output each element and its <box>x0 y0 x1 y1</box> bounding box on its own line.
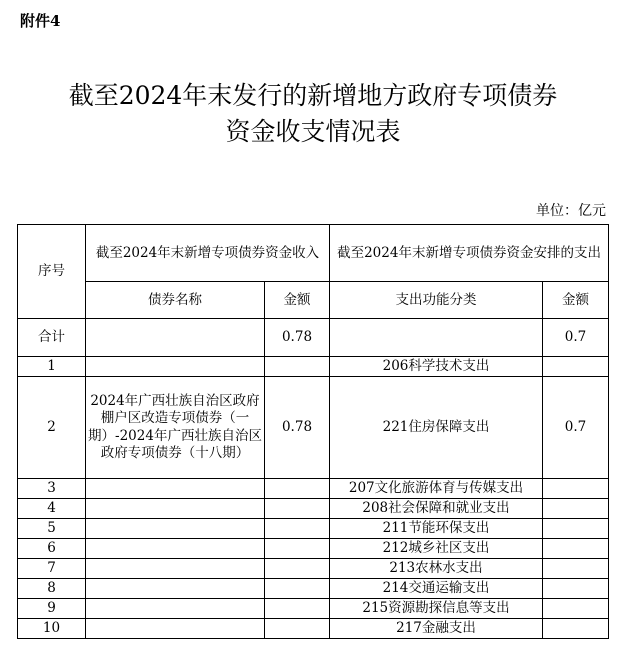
row-category: 221住房保障支出 <box>330 377 543 479</box>
row-category: 215资源勘探信息等支出 <box>330 599 543 619</box>
row-amount-income <box>265 499 330 519</box>
header-amount-expense: 金额 <box>543 282 609 319</box>
row-amount-expense: 0.7 <box>543 377 609 479</box>
row-amount-expense <box>543 499 609 519</box>
title-line-2: 资金收支情况表 <box>225 117 401 146</box>
row-amount-income <box>265 519 330 539</box>
header-function-class: 支出功能分类 <box>330 282 543 319</box>
row-amount-income <box>265 539 330 559</box>
row-seq: 10 <box>18 619 86 639</box>
table-row <box>18 579 609 599</box>
row-category: 211节能环保支出 <box>330 519 543 539</box>
header-row-1 <box>18 225 609 282</box>
row-amount-expense <box>543 579 609 599</box>
row-bond <box>86 357 265 377</box>
row-category: 213农林水支出 <box>330 559 543 579</box>
total-income-amount: 0.78 <box>265 319 330 357</box>
row-amount-income <box>265 599 330 619</box>
row-amount-expense <box>543 599 609 619</box>
row-amount-income <box>265 479 330 499</box>
title-line-1: 截至2024年末发行的新增地方政府专项债券 <box>68 81 558 110</box>
total-label: 合计 <box>18 319 86 357</box>
unit-label: 单位：亿元 <box>536 203 606 219</box>
row-amount-income <box>265 619 330 639</box>
row-seq: 3 <box>18 479 86 499</box>
row-category: 206科学技术支出 <box>330 357 543 377</box>
row-bond <box>86 599 265 619</box>
total-expense-amount: 0.7 <box>543 319 609 357</box>
row-category: 212城乡社区支出 <box>330 539 543 559</box>
row-amount-expense <box>543 619 609 639</box>
table-row <box>18 479 609 499</box>
table-row <box>18 499 609 519</box>
table-row <box>18 559 609 579</box>
row-seq: 9 <box>18 599 86 619</box>
table-row <box>18 357 609 377</box>
page-title <box>0 78 626 150</box>
row-seq: 4 <box>18 499 86 519</box>
row-seq: 8 <box>18 579 86 599</box>
row-category: 208社会保障和就业支出 <box>330 499 543 519</box>
row-category: 207文化旅游体育与传媒支出 <box>330 479 543 499</box>
attachment-label: 附件4 <box>20 12 61 30</box>
row-amount-expense <box>543 559 609 579</box>
row-amount-expense <box>543 519 609 539</box>
row-seq: 2 <box>18 377 86 479</box>
row-bond <box>86 559 265 579</box>
row-seq: 1 <box>18 357 86 377</box>
table-row <box>18 619 609 639</box>
row-bond <box>86 539 265 559</box>
total-bond-cell <box>86 319 265 357</box>
header-row-2 <box>18 282 609 319</box>
row-amount-income <box>265 357 330 377</box>
row-category: 217金融支出 <box>330 619 543 639</box>
row-amount-income: 0.78 <box>265 377 330 479</box>
row-seq: 7 <box>18 559 86 579</box>
header-amount-income: 金额 <box>265 282 330 319</box>
row-seq: 6 <box>18 539 86 559</box>
row-amount-expense <box>543 479 609 499</box>
table-row <box>18 539 609 559</box>
table-row <box>18 377 609 479</box>
total-row <box>18 319 609 357</box>
header-income-group: 截至2024年末新增专项债券资金收入 <box>86 225 330 282</box>
row-seq: 5 <box>18 519 86 539</box>
row-bond <box>86 519 265 539</box>
table-row <box>18 599 609 619</box>
row-amount-income <box>265 559 330 579</box>
row-amount-income <box>265 579 330 599</box>
header-expense-group: 截至2024年末新增专项债券资金安排的支出 <box>330 225 609 282</box>
row-category: 214交通运输支出 <box>330 579 543 599</box>
header-bond-name: 债券名称 <box>86 282 265 319</box>
row-bond <box>86 479 265 499</box>
row-bond: 2024年广西壮族自治区政府棚户区改造专项债券（一期）-2024年广西壮族自治区政府专项债券（十八期） <box>86 377 265 479</box>
bond-fund-table <box>17 224 609 639</box>
row-amount-expense <box>543 357 609 377</box>
row-bond <box>86 579 265 599</box>
total-category-cell <box>330 319 543 357</box>
header-seq: 序号 <box>18 225 86 319</box>
table-row <box>18 519 609 539</box>
row-bond <box>86 619 265 639</box>
row-bond <box>86 499 265 519</box>
row-amount-expense <box>543 539 609 559</box>
